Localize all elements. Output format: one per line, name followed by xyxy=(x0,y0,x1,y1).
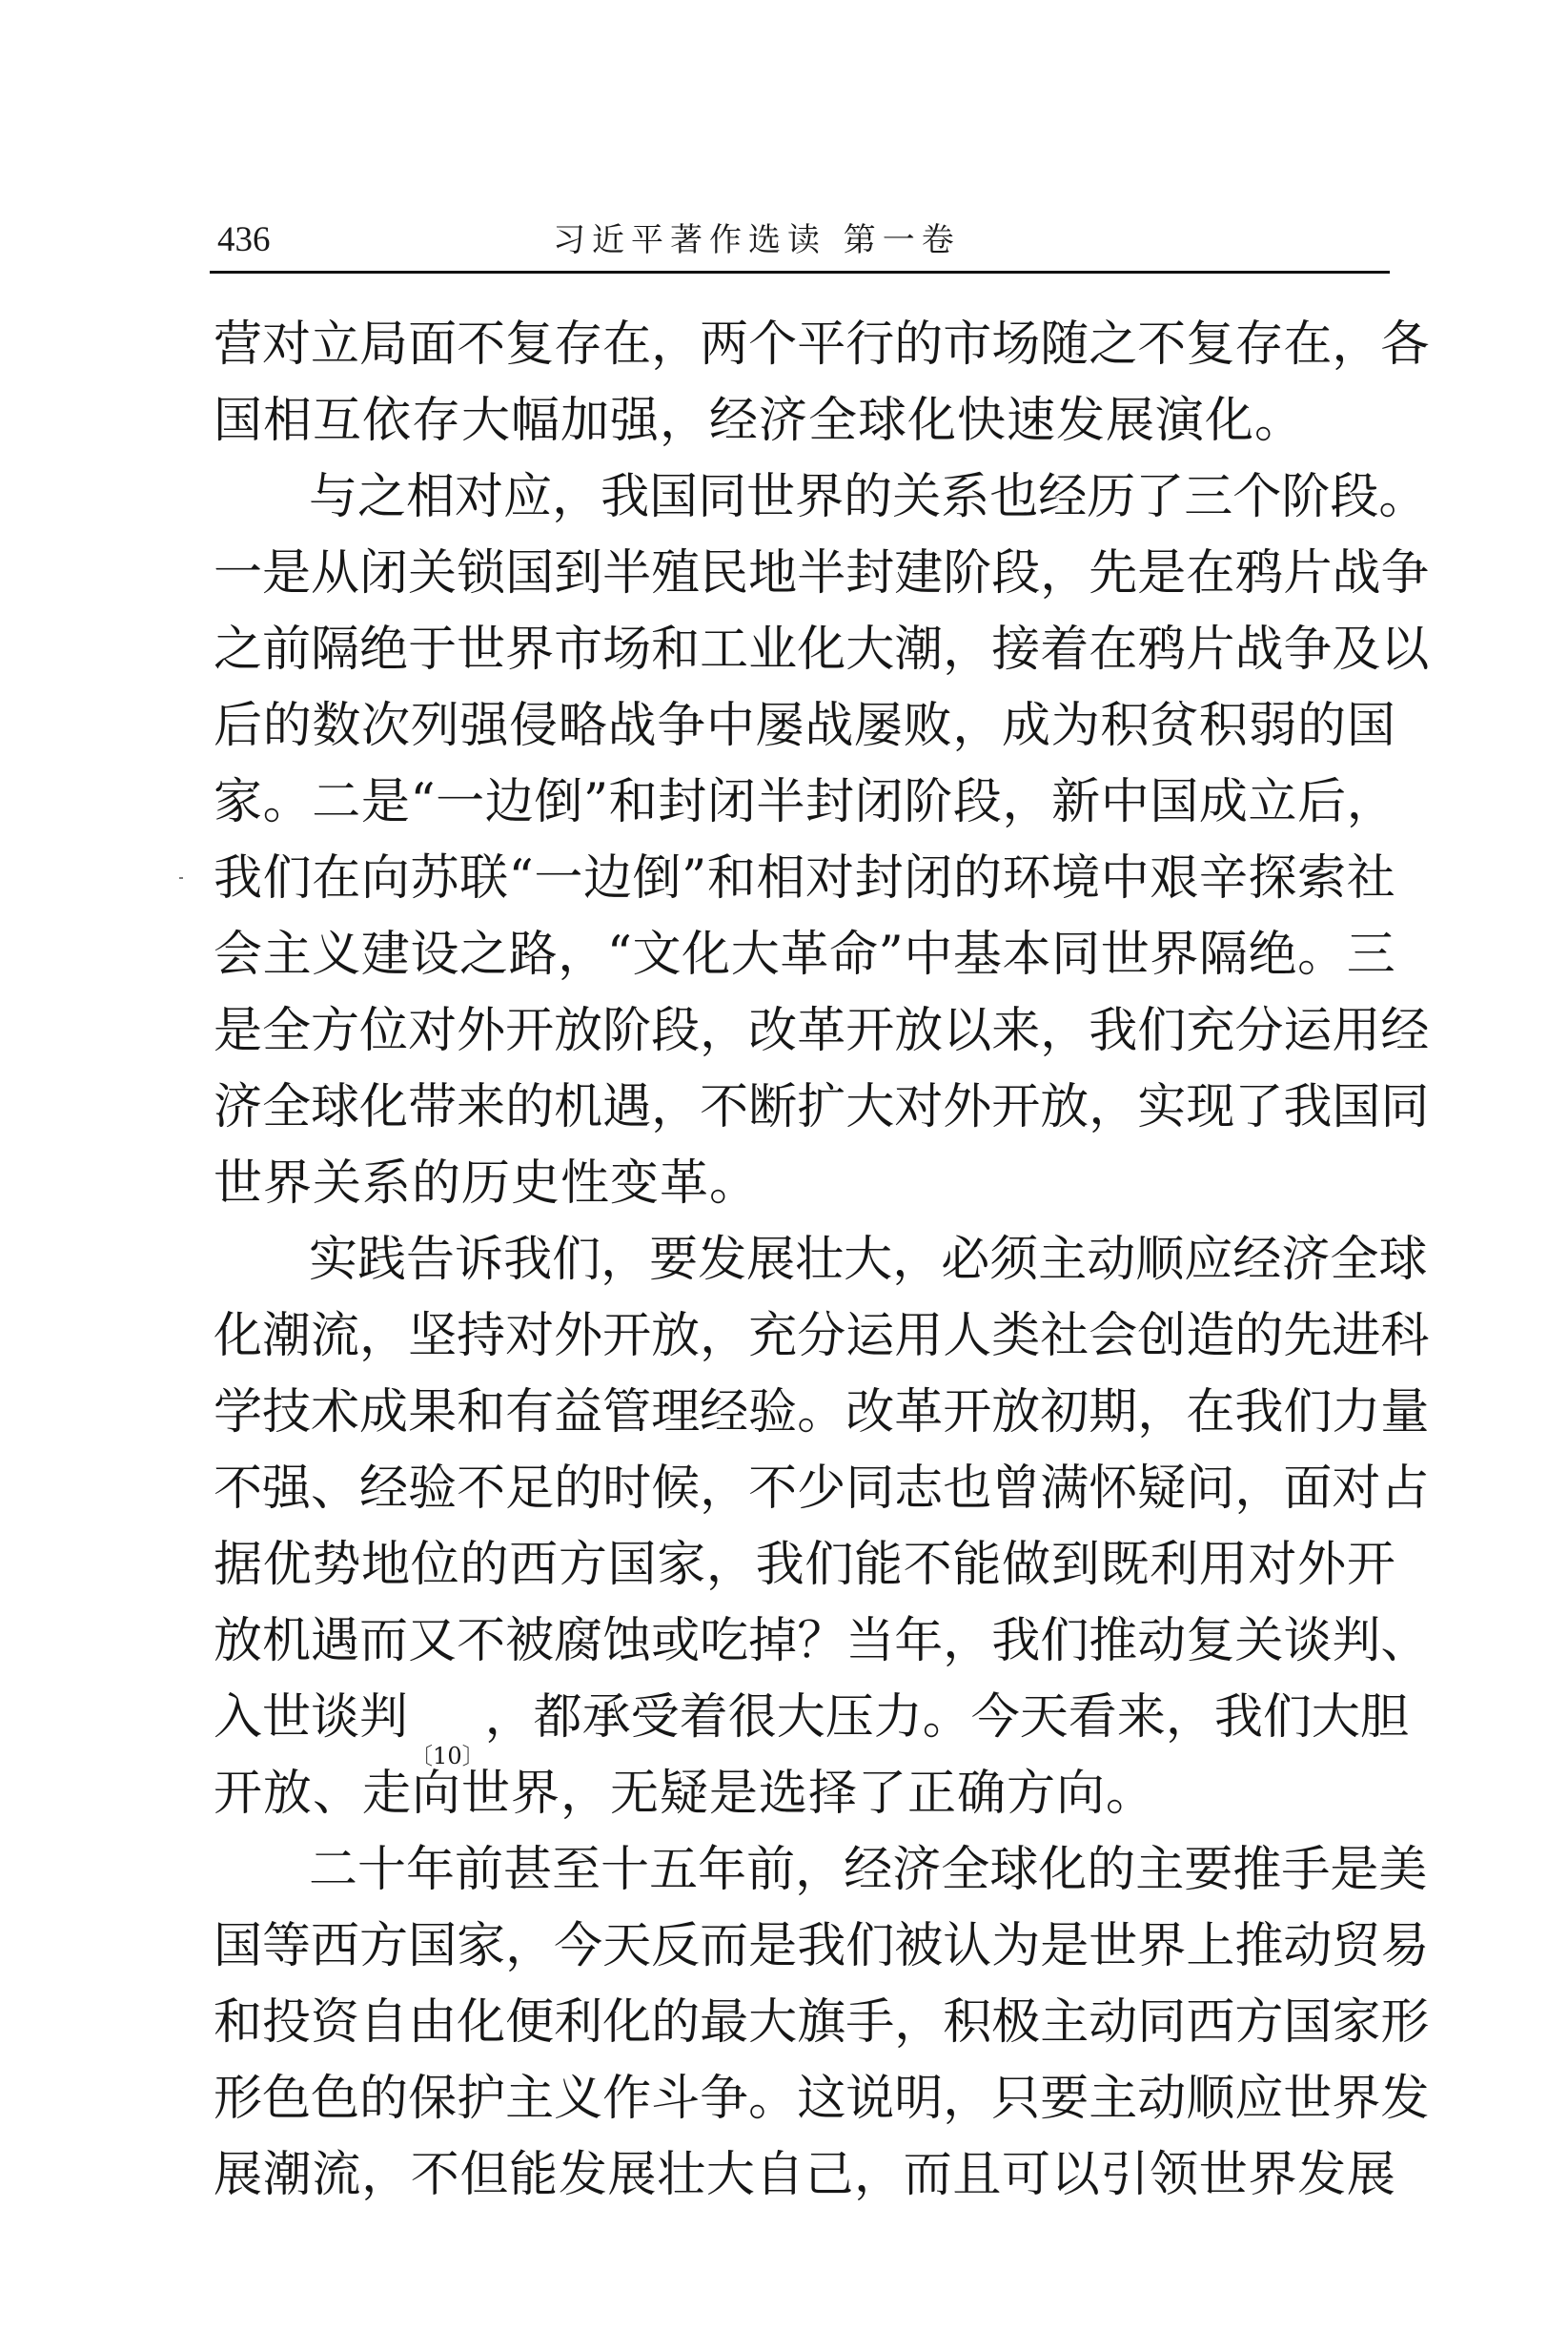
text-line: 国 等 西 方 国 家 ， 今 天 反 而 是 我 们 被 认 为 是 世 界 上 推 动 贸 易 xyxy=(214,1918,1430,1974)
text-line: 二 十 年 前 甚 至 十 五 年 前 ， 经 济 全 球 化 的 主 要 推 手 是 美 xyxy=(309,1842,1428,1898)
text-line: 入 世 谈 判 〔10〕 ， 都 承 受 着 很 大 压 力 。 今 天 看 来 ， 我 们 大 胆 xyxy=(214,1689,1409,1769)
line-text: 开放、走向世界，无疑是选择了正确方向。 xyxy=(214,1766,1156,1822)
line-text: 国相互依存大幅加强，经济全球化快速发展演化。 xyxy=(214,393,1305,449)
text-line: 放 机 遇 而 又 不 被 腐 蚀 或 吃 掉 ？ 当 年 ， 我 们 推 动 复 关 谈 判 、 xyxy=(214,1613,1430,1669)
header-rule xyxy=(210,271,1390,274)
scan-speck xyxy=(179,877,183,879)
page-number: 436 xyxy=(217,220,271,259)
text-line: 营 对 立 局 面 不 复 存 在 ， 两 个 平 行 的 市 场 随 之 不 复 存 在 ， 各 xyxy=(214,317,1430,373)
page-header xyxy=(210,212,1390,271)
text-line xyxy=(214,383,1395,460)
running-title: 习近平著作选读 第一卷 xyxy=(553,221,961,259)
text-line: 学 技 术 成 果 和 有 益 管 理 经 验 。 改 革 开 放 初 期 ， 在 我 们 力 量 xyxy=(214,1384,1430,1441)
text-line xyxy=(214,1756,1395,1832)
text-line: 我 们 在 向 苏 联 “ 一 边 倒 ” 和 相 对 封 闭 的 环 境 中 艰 辛 探 索 社 xyxy=(214,850,1395,907)
text-line: 化 潮 流 ， 坚 持 对 外 开 放 ， 充 分 运 用 人 类 社 会 创 造 的 先 进 科 xyxy=(214,1308,1430,1364)
text-line xyxy=(214,1146,1395,1222)
text-line: 济 全 球 化 带 来 的 机 遇 ， 不 断 扩 大 对 外 开 放 ， 实 现 了 我 国 同 xyxy=(214,1079,1430,1135)
body-text xyxy=(214,307,1430,2214)
text-line: 后 的 数 次 列 强 侵 略 战 争 中 屡 战 屡 败 ， 成 为 积 贫 积 弱 的 国 xyxy=(214,698,1395,754)
text-line: 之 前 隔 绝 于 世 界 市 场 和 工 业 化 大 潮 ， 接 着 在 鸦 片 战 争 及 以 xyxy=(214,622,1430,678)
text-line: 一 是 从 闭 关 锁 国 到 半 殖 民 地 半 封 建 阶 段 ， 先 是 在 鸦 片 战 争 xyxy=(214,545,1430,602)
text-line: 展 潮 流 ， 不 但 能 发 展 壮 大 自 己 ， 而 且 可 以 引 领 世 界 发 展 xyxy=(214,2147,1395,2203)
text-line: 据 优 势 地 位 的 西 方 国 家 ， 我 们 能 不 能 做 到 既 利 用 对 外 开 xyxy=(214,1537,1395,1593)
text-line: 与 之 相 对 应 ， 我 国 同 世 界 的 关 系 也 经 历 了 三 个 阶 段 。 xyxy=(309,469,1428,525)
text-line: 实 践 告 诉 我 们 ， 要 发 展 壮 大 ， 必 须 主 动 顺 应 经 济 全 球 xyxy=(309,1232,1428,1288)
text-line: 不 强 、 经 验 不 足 的 时 候 ， 不 少 同 志 也 曾 满 怀 疑 问 ， 面 对 占 xyxy=(214,1461,1430,1517)
text-line: 形 色 色 的 保 护 主 义 作 斗 争 。 这 说 明 ， 只 要 主 动 顺 应 世 界 发 xyxy=(214,2071,1430,2127)
line-text: 世界关系的历史性变革。 xyxy=(214,1155,760,1212)
text-line: 家 。 二 是 “ 一 边 倒 ” 和 封 闭 半 封 闭 阶 段 ， 新 中 国 成 立 后 ， xyxy=(214,774,1395,830)
text-line: 是 全 方 位 对 外 开 放 阶 段 ， 改 革 开 放 以 来 ， 我 们 充 分 运 用 经 xyxy=(214,1003,1430,1059)
text-line: 会 主 义 建 设 之 路 ， “ 文 化 大 革 命 ” 中 基 本 同 世 界 隔 绝 。 三 xyxy=(214,927,1395,983)
text-line: 和 投 资 自 由 化 便 利 化 的 最 大 旗 手 ， 积 极 主 动 同 西 方 国 家 形 xyxy=(214,1994,1430,2051)
